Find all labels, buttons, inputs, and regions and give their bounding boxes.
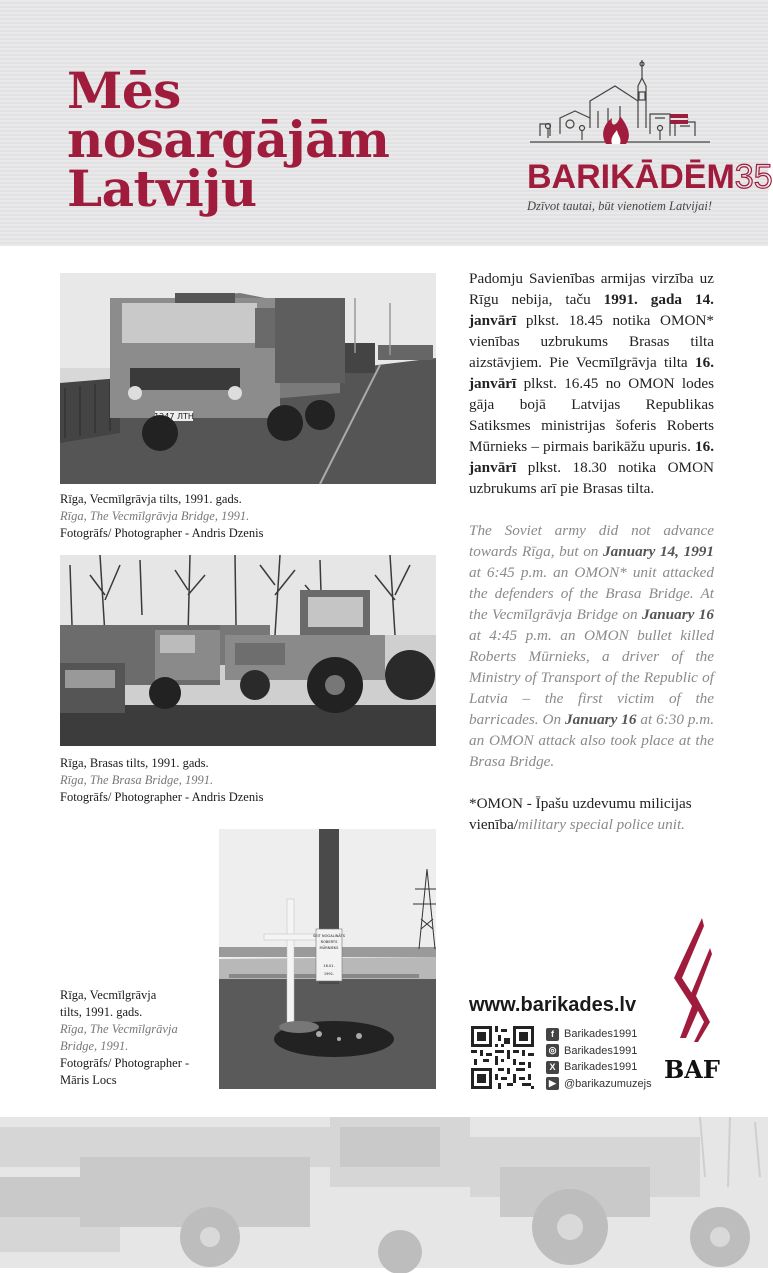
social-x-label: Barikades1991: [564, 1061, 638, 1074]
caption-3-lv-1: Rīga, Vecmīlgrāvja: [60, 988, 157, 1002]
lv-date-2: 16. janvārī: [469, 354, 714, 392]
en-part-4: at 6:30 p.m. an OMON attack also took place at the Brasa Bridge.: [469, 711, 714, 770]
caption-2-lv: Rīga, Brasas tilts, 1991. gads.: [60, 756, 209, 770]
photo-tractor-bridge: [60, 555, 436, 746]
photo-memorial-cross: [219, 829, 436, 1089]
social-youtube[interactable]: [546, 1076, 652, 1093]
en-part-3: at 4:45 p.m. an OMON bullet killed Roberts Mūrnieks, a driver of the Ministry of Transport of the Republic of Latvia – the first victim of the barricades. On: [469, 627, 714, 728]
x-icon: X: [546, 1061, 559, 1074]
sign-line-5: 1991.: [323, 972, 335, 976]
caption-1-credit: Fotogrāfs/ Photographer - Andris Dzenis: [60, 526, 264, 540]
caption-photo-1: [60, 491, 380, 542]
logo-wordmark: [527, 158, 773, 197]
caption-1-lv: Rīga, Vecmīlgrāvja tilts, 1991. gads.: [60, 492, 242, 506]
social-facebook[interactable]: [546, 1026, 652, 1043]
header-banner: [0, 0, 773, 246]
facebook-icon: f: [546, 1028, 559, 1041]
omon-footnote: [469, 793, 729, 835]
baf-emblem: [664, 918, 720, 1090]
caption-2-credit: Fotogrāfs/ Photographer - Andris Dzenis: [60, 790, 264, 804]
caption-photo-2: [60, 755, 380, 806]
caption-1-en: Rīga, The Vecmīlgrāvja Bridge, 1991.: [60, 509, 250, 523]
lv-part-1: Padomju Savienības armijas virzība uz Rīgu nebija, taču: [469, 270, 714, 308]
photo-truck-bridge: [60, 273, 436, 484]
note-lv: *OMON - Īpašu uzdevumu milicijas vienība/: [469, 795, 692, 833]
logo-number: 35: [734, 158, 773, 196]
note-en: military special police unit.: [517, 816, 685, 833]
title-line-2: nosargājām: [67, 110, 390, 169]
caption-photo-3: [60, 987, 215, 1089]
en-date-3: January 16: [565, 711, 637, 728]
en-part-2: at 6:45 p.m. an OMON* unit attacked the defenders of the Brasa Bridge. At the Vecmīlgrāvja Bridge on: [469, 564, 714, 623]
caption-3-credit-2: Māris Locs: [60, 1073, 117, 1087]
logo-word: BARIKĀDĒM: [527, 158, 735, 196]
footer-faded-photo: [0, 1117, 768, 1268]
sign-line-2: ROBERTS: [320, 940, 338, 944]
en-part-1: The Soviet army did not advance towards Rīga, but on: [469, 522, 714, 560]
en-date-2: January 16: [642, 606, 714, 623]
social-youtube-label: @barikazumuzejs: [564, 1077, 652, 1090]
instagram-icon: ◎: [546, 1044, 559, 1057]
youtube-icon: ▶: [546, 1077, 559, 1090]
social-instagram-label: Barikades1991: [564, 1044, 638, 1057]
lv-part-2: plkst. 18.45 notika OMON* vienības uzbrukums Brasas tilta aizstāvjiem. Pie Vecmīlgrāvja tilta: [469, 312, 714, 371]
caption-3-en-1: Rīga, The Vecmīlgrāvja: [60, 1022, 178, 1036]
caption-3-lv-2: tilts, 1991. gads.: [60, 1005, 143, 1019]
english-description: [469, 520, 714, 772]
social-x[interactable]: [546, 1059, 652, 1076]
lv-date-3: 16. janvārī: [469, 438, 714, 476]
caption-3-en-2: Bridge, 1991.: [60, 1039, 129, 1053]
caption-2-en: Rīga, The Brasa Bridge, 1991.: [60, 773, 214, 787]
lv-part-4: plkst. 18.30 notika OMON uzbrukums arī pie Brasas tilta.: [469, 459, 714, 497]
lv-part-3: plkst. 16.45 no OMON lodes gāja bojā Latvijas Republikas Satiksmes ministrijas šoferis Roberts Mūrnieks – pirmais barikāžu upuris.: [469, 375, 714, 455]
caption-3-credit-1: Fotogrāfs/ Photographer -: [60, 1056, 190, 1070]
website-link[interactable]: www.barikades.lv: [469, 994, 637, 1016]
social-facebook-label: Barikades1991: [564, 1028, 638, 1041]
baf-label: BAF: [664, 1055, 720, 1084]
en-date-1: January 14, 1991: [603, 543, 714, 560]
logo-tagline: Dzīvot tautai, būt vienotiem Latvijai!: [527, 199, 713, 213]
title-line-1: Mēs: [67, 61, 181, 120]
sign-line-1: ŠEIT NOGALINĀTS: [312, 934, 346, 938]
title-line-3: Latviju: [67, 159, 257, 218]
truck-plate-text: 1247 ЛТН: [154, 412, 194, 421]
social-links: [546, 1026, 652, 1092]
page-title: [67, 61, 467, 218]
sign-line-4: 16.01.: [323, 964, 335, 968]
sign-line-3: MŪRNIEKS: [319, 946, 339, 950]
latvian-description: [469, 268, 714, 499]
social-instagram[interactable]: [546, 1043, 652, 1060]
qr-code[interactable]: [471, 1026, 534, 1089]
lv-date-1: 1991. gada 14. janvārī: [469, 291, 714, 329]
